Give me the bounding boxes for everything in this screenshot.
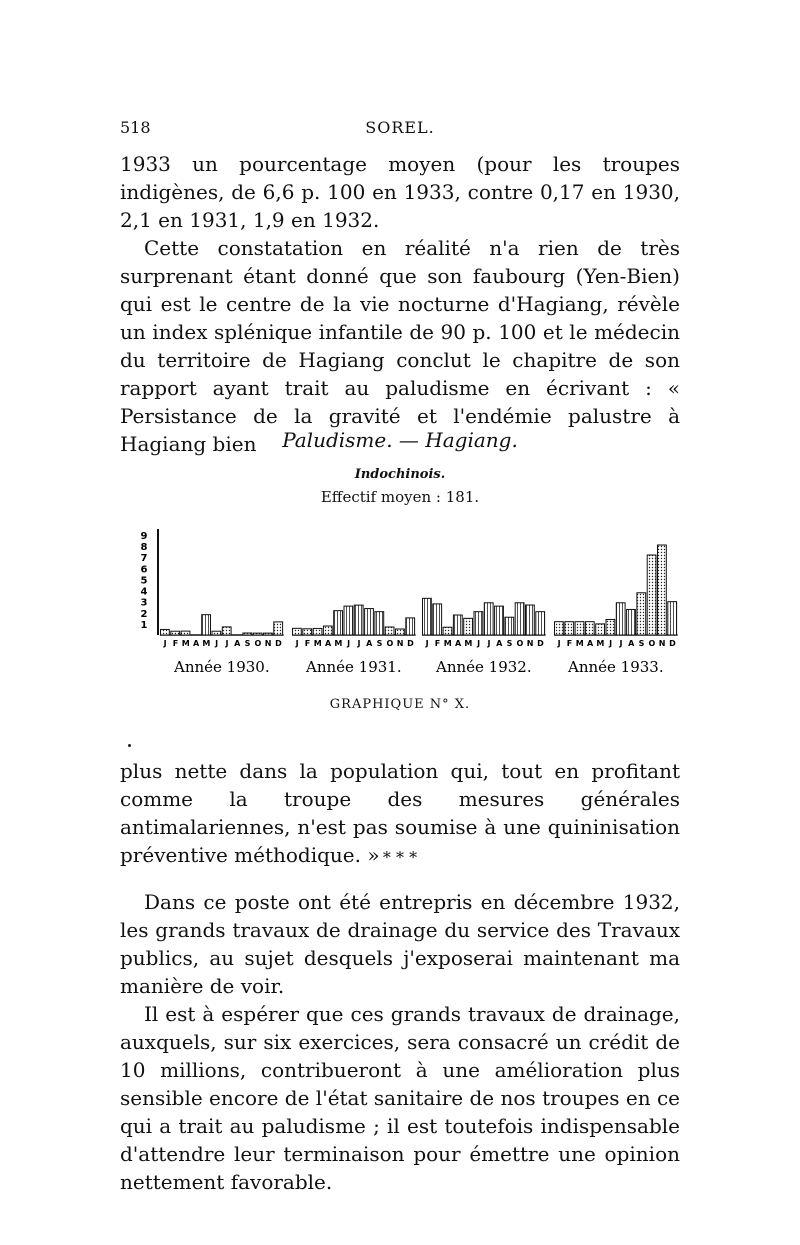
month-label: S — [376, 639, 383, 648]
month-label: S — [506, 639, 513, 648]
section-separator: * * * — [382, 848, 418, 867]
month-label: J — [225, 639, 229, 648]
month-label: D — [537, 639, 544, 648]
y-tick-label: 1 — [140, 619, 148, 631]
bar — [596, 624, 605, 635]
month-label: J — [557, 639, 561, 648]
paragraph: Il est à espérer que ces grands travaux de drainage, auxquels, sur six exercices, sera consacré un crédit de 10 millions, contribueront à une amélioration plus sensible encore de l'état sanitaire de nos troupes en ce qui a trait au paludisme ; il est toutefois indispensable d'attendre leur terminaison pour émettre une opinion nettement favorable. — [120, 1002, 680, 1194]
month-label: J — [619, 639, 623, 648]
body-text-top — [120, 150, 680, 458]
year-label: Année 1930. — [173, 658, 270, 676]
bar — [303, 629, 312, 635]
bar — [443, 627, 452, 635]
bar — [606, 619, 615, 635]
malaria-bar-chart — [120, 515, 680, 695]
y-tick-label: 2 — [140, 608, 148, 620]
bar — [274, 622, 283, 635]
month-label: O — [648, 639, 656, 648]
month-label: S — [244, 639, 251, 648]
month-label: J — [609, 639, 613, 648]
month-label: M — [334, 639, 343, 648]
bar — [264, 633, 273, 635]
month-label: M — [313, 639, 322, 648]
page-number: 518 — [120, 118, 151, 137]
y-tick-label: 4 — [140, 586, 148, 598]
month-label: M — [464, 639, 473, 648]
bar — [668, 602, 677, 635]
paragraph: 1933 un pourcentage moyen (pour les troupes indigènes, de 6,6 p. 100 en 1933, contre 0,17 en 1930, 2,1 en 1931, 1,9 en 1932. — [120, 152, 680, 232]
month-label: J — [347, 639, 351, 648]
month-label: J — [425, 639, 429, 648]
bar — [171, 631, 180, 635]
bar — [495, 606, 504, 635]
month-label: D — [669, 639, 676, 648]
bar — [484, 603, 493, 635]
month-label: M — [202, 639, 211, 648]
paragraph: plus nette dans la population qui, tout en profitant comme la troupe des mesures générales antimalariennes, n'est pas soumise à une quininisation préventive méthodique. » — [120, 759, 680, 867]
bar — [453, 615, 462, 635]
figure-title: Paludisme. — Hagiang. — [282, 428, 518, 452]
bar — [627, 609, 636, 635]
bar — [396, 629, 405, 635]
bar — [423, 598, 432, 635]
bar — [565, 622, 574, 635]
year-label: Année 1932. — [435, 658, 532, 676]
bar — [212, 631, 221, 635]
month-label: J — [357, 639, 361, 648]
bar — [354, 605, 363, 635]
bar — [433, 604, 442, 635]
month-label: N — [526, 639, 534, 648]
month-label: M — [575, 639, 584, 648]
bar — [575, 622, 584, 635]
month-label: O — [254, 639, 262, 648]
month-label: J — [163, 639, 167, 648]
body-text-bottom — [120, 888, 680, 1196]
month-label: D — [407, 639, 414, 648]
figure-subtitle: Indochinois. — [354, 467, 446, 482]
month-label: A — [192, 639, 200, 648]
month-label: F — [566, 639, 573, 648]
figure-caption: GRAPHIQUE N° X. — [329, 697, 471, 712]
month-label: O — [386, 639, 394, 648]
month-label: A — [496, 639, 503, 648]
month-label: N — [396, 639, 404, 648]
month-label: O — [516, 639, 524, 648]
y-tick-label: 7 — [140, 553, 148, 565]
y-tick-label: 3 — [140, 597, 148, 609]
bar — [323, 626, 332, 635]
bar — [253, 633, 262, 635]
bar — [222, 627, 231, 635]
bar — [365, 609, 374, 635]
year-label: Année 1933. — [567, 658, 664, 676]
bar — [515, 603, 524, 635]
bar — [385, 627, 394, 635]
month-label: A — [366, 639, 373, 648]
month-label: A — [454, 639, 462, 648]
bar — [616, 603, 625, 635]
month-label: N — [264, 639, 272, 648]
month-label: J — [215, 639, 219, 648]
bar — [375, 612, 384, 635]
y-tick-label: 8 — [140, 542, 148, 554]
month-label: J — [477, 639, 481, 648]
paragraph: Dans ce poste ont été entrepris en décembre 1932, les grands travaux de drainage du service des Travaux publics, au sujet desquels j'exposerai maintenant ma manière de voir. — [120, 890, 680, 998]
bar — [181, 631, 190, 635]
bar — [474, 612, 483, 635]
month-label: J — [295, 639, 299, 648]
month-label: F — [172, 639, 179, 648]
bar — [243, 633, 252, 635]
y-tick-label: 9 — [140, 531, 148, 542]
bar — [313, 628, 322, 635]
month-label: A — [234, 639, 241, 648]
print-speck — [128, 744, 131, 747]
month-label: S — [638, 639, 645, 648]
bar — [293, 628, 302, 635]
year-label: Année 1931. — [305, 658, 402, 676]
month-label: M — [443, 639, 452, 648]
bar — [555, 622, 564, 635]
bar — [202, 615, 211, 635]
month-label: A — [324, 639, 332, 648]
month-label: F — [434, 639, 441, 648]
month-label: M — [596, 639, 605, 648]
bar — [161, 629, 170, 635]
bar — [585, 622, 594, 635]
month-label: A — [628, 639, 635, 648]
page-header — [120, 118, 680, 142]
bar — [637, 593, 646, 635]
bar — [526, 605, 535, 635]
bar — [536, 612, 545, 635]
bar — [505, 617, 514, 635]
running-title: SOREL. — [365, 118, 435, 137]
month-label: N — [658, 639, 666, 648]
y-tick-label: 6 — [140, 564, 148, 576]
month-label: J — [487, 639, 491, 648]
y-tick-label: 5 — [140, 575, 148, 587]
paragraph: Cette constatation en réalité n'a rien de très surprenant étant donné que son faubourg (Yen-Bien) qui est le centre de la vie nocturne d'Hagiang, révèle un index splénique infantile de 90 p. 100 et le médecin du territoire de Hagiang conclut le chapitre de son rapport ayant trait au paludisme en écrivant : « Persistance de la gravité et l'endémie palustre à Hagiang bien — [120, 236, 680, 456]
month-label: F — [304, 639, 311, 648]
month-label: M — [181, 639, 190, 648]
figure-effectif: Effectif moyen : 181. — [320, 488, 480, 506]
month-label: D — [275, 639, 282, 648]
bar — [406, 618, 415, 635]
bar — [658, 545, 667, 635]
month-label: A — [586, 639, 594, 648]
bar — [344, 606, 353, 635]
bar — [647, 555, 656, 635]
bar — [334, 611, 343, 635]
bar — [464, 618, 473, 635]
